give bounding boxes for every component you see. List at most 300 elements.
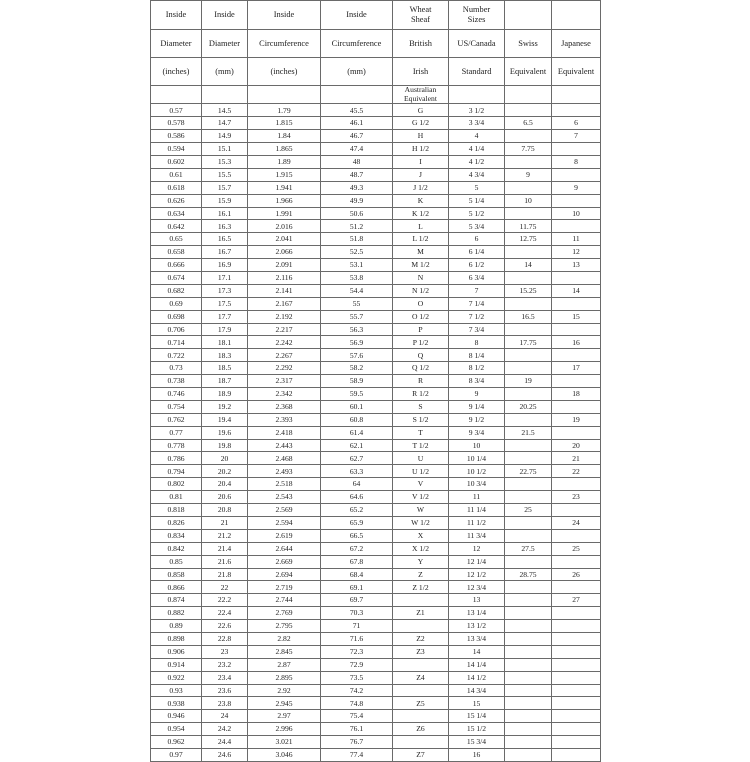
cell-inside-circumference-mm: 74.8	[321, 697, 393, 710]
cell-inside-diameter-mm: 23.8	[202, 697, 248, 710]
cell-swiss-size: 16.5	[505, 310, 552, 323]
table-row	[151, 375, 601, 388]
header-cell-us-canada-size	[449, 86, 505, 104]
cell-inside-diameter-in: 0.882	[151, 607, 202, 620]
header-label: (inches)	[270, 66, 298, 76]
cell-inside-circumference-mm: 48	[321, 156, 393, 169]
cell-swiss-size: 21.5	[505, 426, 552, 439]
cell-british-size	[393, 594, 449, 607]
cell-us-canada-size: 8 1/4	[449, 349, 505, 362]
cell-inside-circumference-in: 2.619	[248, 529, 321, 542]
cell-inside-circumference-in: 1.865	[248, 143, 321, 156]
cell-inside-diameter-mm: 16.5	[202, 233, 248, 246]
cell-inside-diameter-in: 0.786	[151, 452, 202, 465]
cell-inside-diameter-mm: 15.7	[202, 181, 248, 194]
cell-us-canada-size: 6 3/4	[449, 272, 505, 285]
cell-us-canada-size: 8 1/2	[449, 362, 505, 375]
cell-inside-diameter-mm: 14.9	[202, 130, 248, 143]
table-row	[151, 632, 601, 645]
cell-inside-circumference-in: 2.066	[248, 246, 321, 259]
cell-inside-circumference-in: 1.915	[248, 168, 321, 181]
cell-inside-circumference-mm: 46.7	[321, 130, 393, 143]
cell-japanese-size	[552, 748, 601, 761]
cell-inside-circumference-in: 2.769	[248, 607, 321, 620]
cell-swiss-size: 10	[505, 194, 552, 207]
header-cell-british-size	[393, 30, 449, 58]
table-row	[151, 568, 601, 581]
cell-inside-circumference-mm: 62.1	[321, 439, 393, 452]
cell-inside-circumference-mm: 70.3	[321, 607, 393, 620]
cell-japanese-size	[552, 104, 601, 117]
cell-inside-circumference-in: 2.594	[248, 516, 321, 529]
cell-inside-diameter-in: 0.922	[151, 671, 202, 684]
cell-inside-diameter-in: 0.826	[151, 516, 202, 529]
cell-us-canada-size: 7	[449, 284, 505, 297]
cell-british-size: P 1/2	[393, 336, 449, 349]
cell-inside-circumference-mm: 74.2	[321, 684, 393, 697]
cell-inside-diameter-in: 0.874	[151, 594, 202, 607]
header-label: British	[409, 38, 432, 48]
cell-inside-diameter-in: 0.658	[151, 246, 202, 259]
cell-swiss-size	[505, 104, 552, 117]
cell-swiss-size	[505, 748, 552, 761]
cell-us-canada-size: 9 3/4	[449, 426, 505, 439]
cell-inside-circumference-in: 2.795	[248, 620, 321, 633]
cell-swiss-size	[505, 439, 552, 452]
header-cell-us-canada-size	[449, 58, 505, 86]
table-row	[151, 452, 601, 465]
cell-japanese-size: 19	[552, 413, 601, 426]
cell-british-size: Y	[393, 555, 449, 568]
cell-inside-circumference-mm: 53.8	[321, 272, 393, 285]
cell-inside-diameter-in: 0.77	[151, 426, 202, 439]
cell-inside-circumference-mm: 55	[321, 297, 393, 310]
header-cell-inside-diameter-in	[151, 1, 202, 30]
cell-inside-diameter-in: 0.69	[151, 297, 202, 310]
header-cell-inside-circumference-mm	[321, 1, 393, 30]
header-label: Irish	[412, 66, 429, 76]
cell-swiss-size	[505, 723, 552, 736]
table-row	[151, 168, 601, 181]
cell-inside-diameter-in: 0.93	[151, 684, 202, 697]
cell-us-canada-size: 15 1/2	[449, 723, 505, 736]
cell-inside-diameter-in: 0.818	[151, 504, 202, 517]
cell-swiss-size	[505, 658, 552, 671]
header-cell-inside-diameter-mm	[202, 1, 248, 30]
cell-inside-diameter-in: 0.898	[151, 632, 202, 645]
cell-inside-circumference-mm: 55.7	[321, 310, 393, 323]
cell-inside-circumference-in: 2.945	[248, 697, 321, 710]
table-row	[151, 684, 601, 697]
cell-inside-diameter-in: 0.738	[151, 375, 202, 388]
cell-inside-circumference-in: 2.996	[248, 723, 321, 736]
cell-british-size: P	[393, 323, 449, 336]
cell-inside-circumference-in: 2.317	[248, 375, 321, 388]
cell-us-canada-size: 15 3/4	[449, 736, 505, 749]
cell-us-canada-size: 13 1/2	[449, 620, 505, 633]
header-label: Australian Equivalent	[404, 85, 437, 103]
cell-inside-diameter-mm: 20.8	[202, 504, 248, 517]
table-header	[151, 1, 601, 104]
cell-swiss-size	[505, 452, 552, 465]
cell-inside-circumference-in: 2.418	[248, 426, 321, 439]
cell-swiss-size: 19	[505, 375, 552, 388]
table-row	[151, 465, 601, 478]
cell-japanese-size	[552, 272, 601, 285]
cell-inside-diameter-in: 0.594	[151, 143, 202, 156]
cell-us-canada-size: 14	[449, 645, 505, 658]
cell-us-canada-size: 12 3/4	[449, 581, 505, 594]
header-label: Inside	[165, 10, 187, 20]
cell-japanese-size	[552, 529, 601, 542]
header-label: (mm)	[215, 66, 234, 76]
cell-british-size: U 1/2	[393, 465, 449, 478]
cell-inside-diameter-in: 0.714	[151, 336, 202, 349]
table-row	[151, 491, 601, 504]
cell-inside-circumference-in: 2.92	[248, 684, 321, 697]
table-row	[151, 130, 601, 143]
cell-us-canada-size: 9 1/4	[449, 400, 505, 413]
cell-inside-diameter-mm: 16.1	[202, 207, 248, 220]
cell-japanese-size: 15	[552, 310, 601, 323]
cell-inside-diameter-mm: 18.9	[202, 388, 248, 401]
cell-inside-diameter-in: 0.674	[151, 272, 202, 285]
cell-swiss-size: 20.25	[505, 400, 552, 413]
cell-us-canada-size: 4 1/4	[449, 143, 505, 156]
cell-japanese-size	[552, 581, 601, 594]
cell-british-size: R	[393, 375, 449, 388]
cell-us-canada-size: 5 1/4	[449, 194, 505, 207]
ring-size-table	[150, 0, 601, 762]
cell-us-canada-size: 13	[449, 594, 505, 607]
cell-inside-circumference-in: 1.84	[248, 130, 321, 143]
cell-inside-circumference-mm: 61.4	[321, 426, 393, 439]
table-row	[151, 259, 601, 272]
table-row	[151, 220, 601, 233]
cell-swiss-size	[505, 594, 552, 607]
cell-swiss-size	[505, 581, 552, 594]
cell-inside-diameter-in: 0.666	[151, 259, 202, 272]
header-cell-japanese-size	[552, 58, 601, 86]
cell-swiss-size	[505, 388, 552, 401]
cell-inside-diameter-in: 0.602	[151, 156, 202, 169]
cell-inside-circumference-mm: 45.5	[321, 104, 393, 117]
cell-inside-diameter-mm: 24.4	[202, 736, 248, 749]
cell-inside-circumference-mm: 62.7	[321, 452, 393, 465]
cell-us-canada-size: 6	[449, 233, 505, 246]
cell-british-size: T 1/2	[393, 439, 449, 452]
cell-swiss-size: 25	[505, 504, 552, 517]
cell-inside-circumference-in: 2.091	[248, 259, 321, 272]
cell-inside-diameter-mm: 15.1	[202, 143, 248, 156]
cell-us-canada-size: 15	[449, 697, 505, 710]
header-label: Diameter	[160, 38, 192, 48]
table-row	[151, 581, 601, 594]
cell-japanese-size	[552, 736, 601, 749]
cell-swiss-size: 12.75	[505, 233, 552, 246]
cell-inside-circumference-mm: 65.9	[321, 516, 393, 529]
cell-japanese-size	[552, 658, 601, 671]
header-cell-inside-diameter-mm	[202, 86, 248, 104]
cell-swiss-size: 14	[505, 259, 552, 272]
cell-inside-diameter-in: 0.65	[151, 233, 202, 246]
cell-inside-diameter-in: 0.634	[151, 207, 202, 220]
cell-inside-circumference-mm: 77.4	[321, 748, 393, 761]
cell-japanese-size: 22	[552, 465, 601, 478]
cell-british-size: H	[393, 130, 449, 143]
cell-inside-diameter-mm: 16.7	[202, 246, 248, 259]
cell-swiss-size	[505, 272, 552, 285]
cell-japanese-size: 10	[552, 207, 601, 220]
cell-british-size: Q 1/2	[393, 362, 449, 375]
cell-inside-circumference-in: 2.694	[248, 568, 321, 581]
cell-swiss-size	[505, 478, 552, 491]
table-row	[151, 349, 601, 362]
cell-swiss-size: 28.75	[505, 568, 552, 581]
cell-inside-circumference-mm: 76.1	[321, 723, 393, 736]
header-cell-swiss-size	[505, 86, 552, 104]
cell-us-canada-size: 16	[449, 748, 505, 761]
cell-inside-diameter-mm: 21.4	[202, 542, 248, 555]
cell-british-size: S	[393, 400, 449, 413]
cell-us-canada-size: 8	[449, 336, 505, 349]
table-row	[151, 542, 601, 555]
cell-inside-circumference-in: 2.845	[248, 645, 321, 658]
cell-us-canada-size: 13 3/4	[449, 632, 505, 645]
cell-japanese-size	[552, 323, 601, 336]
cell-us-canada-size: 7 3/4	[449, 323, 505, 336]
cell-british-size	[393, 710, 449, 723]
header-cell-british-size	[393, 58, 449, 86]
table-row	[151, 504, 601, 517]
cell-inside-diameter-mm: 16.3	[202, 220, 248, 233]
header-label: Swiss	[518, 38, 538, 48]
cell-us-canada-size: 9	[449, 388, 505, 401]
cell-inside-circumference-in: 2.041	[248, 233, 321, 246]
cell-us-canada-size: 14 3/4	[449, 684, 505, 697]
cell-inside-diameter-in: 0.81	[151, 491, 202, 504]
cell-swiss-size	[505, 620, 552, 633]
cell-british-size	[393, 736, 449, 749]
cell-british-size: Z3	[393, 645, 449, 658]
cell-swiss-size: 7.75	[505, 143, 552, 156]
table-row	[151, 323, 601, 336]
cell-us-canada-size: 14 1/4	[449, 658, 505, 671]
table-row	[151, 400, 601, 413]
table-row	[151, 671, 601, 684]
cell-swiss-size	[505, 684, 552, 697]
cell-inside-diameter-mm: 23	[202, 645, 248, 658]
cell-inside-circumference-mm: 56.9	[321, 336, 393, 349]
cell-british-size: J	[393, 168, 449, 181]
cell-japanese-size: 18	[552, 388, 601, 401]
cell-swiss-size	[505, 323, 552, 336]
cell-british-size: X	[393, 529, 449, 542]
cell-japanese-size: 9	[552, 181, 601, 194]
cell-us-canada-size: 13 1/4	[449, 607, 505, 620]
cell-inside-diameter-mm: 24.2	[202, 723, 248, 736]
cell-japanese-size	[552, 194, 601, 207]
table-row	[151, 529, 601, 542]
cell-inside-circumference-in: 2.443	[248, 439, 321, 452]
cell-inside-circumference-mm: 65.2	[321, 504, 393, 517]
table-row	[151, 284, 601, 297]
cell-japanese-size	[552, 710, 601, 723]
cell-inside-circumference-mm: 49.9	[321, 194, 393, 207]
cell-inside-circumference-mm: 72.9	[321, 658, 393, 671]
cell-inside-circumference-mm: 64.6	[321, 491, 393, 504]
cell-inside-circumference-in: 2.242	[248, 336, 321, 349]
cell-us-canada-size: 11	[449, 491, 505, 504]
cell-inside-diameter-in: 0.706	[151, 323, 202, 336]
cell-japanese-size: 17	[552, 362, 601, 375]
cell-inside-circumference-mm: 52.5	[321, 246, 393, 259]
cell-british-size: N	[393, 272, 449, 285]
table-row	[151, 516, 601, 529]
cell-us-canada-size: 10 1/4	[449, 452, 505, 465]
cell-inside-diameter-mm: 21	[202, 516, 248, 529]
cell-japanese-size	[552, 620, 601, 633]
cell-us-canada-size: 4 1/2	[449, 156, 505, 169]
cell-inside-diameter-mm: 24	[202, 710, 248, 723]
cell-inside-circumference-in: 1.966	[248, 194, 321, 207]
cell-japanese-size	[552, 645, 601, 658]
cell-japanese-size: 23	[552, 491, 601, 504]
header-cell-british-size	[393, 1, 449, 30]
cell-swiss-size	[505, 555, 552, 568]
cell-swiss-size	[505, 607, 552, 620]
cell-japanese-size	[552, 143, 601, 156]
cell-japanese-size	[552, 375, 601, 388]
table-row	[151, 233, 601, 246]
header-label: Inside	[214, 10, 235, 20]
cell-inside-diameter-in: 0.906	[151, 645, 202, 658]
table-row	[151, 143, 601, 156]
cell-inside-circumference-in: 2.82	[248, 632, 321, 645]
cell-japanese-size: 24	[552, 516, 601, 529]
table-row	[151, 117, 601, 130]
cell-japanese-size: 13	[552, 259, 601, 272]
cell-us-canada-size: 7 1/4	[449, 297, 505, 310]
cell-inside-circumference-mm: 69.1	[321, 581, 393, 594]
header-cell-inside-circumference-in	[248, 1, 321, 30]
cell-inside-circumference-in: 2.192	[248, 310, 321, 323]
cell-british-size: K 1/2	[393, 207, 449, 220]
header-label: Equivalent	[509, 66, 547, 76]
cell-japanese-size	[552, 478, 601, 491]
header-cell-japanese-size	[552, 86, 601, 104]
cell-inside-diameter-mm: 16.9	[202, 259, 248, 272]
cell-inside-circumference-mm: 60.1	[321, 400, 393, 413]
cell-british-size: G	[393, 104, 449, 117]
cell-inside-diameter-in: 0.802	[151, 478, 202, 491]
header-cell-japanese-size	[552, 30, 601, 58]
cell-inside-diameter-mm: 17.9	[202, 323, 248, 336]
cell-inside-circumference-mm: 51.8	[321, 233, 393, 246]
cell-inside-diameter-in: 0.842	[151, 542, 202, 555]
cell-inside-diameter-in: 0.682	[151, 284, 202, 297]
cell-swiss-size	[505, 632, 552, 645]
cell-inside-diameter-mm: 15.5	[202, 168, 248, 181]
cell-british-size: M 1/2	[393, 259, 449, 272]
cell-swiss-size: 9	[505, 168, 552, 181]
cell-british-size: G 1/2	[393, 117, 449, 130]
cell-inside-circumference-mm: 71.6	[321, 632, 393, 645]
header-cell-inside-diameter-in	[151, 30, 202, 58]
header-label: Equivalent	[557, 66, 595, 76]
cell-inside-diameter-mm: 21.2	[202, 529, 248, 542]
cell-swiss-size	[505, 645, 552, 658]
table-row	[151, 104, 601, 117]
cell-inside-diameter-in: 0.586	[151, 130, 202, 143]
table-row	[151, 478, 601, 491]
cell-british-size: W 1/2	[393, 516, 449, 529]
cell-inside-circumference-mm: 60.8	[321, 413, 393, 426]
cell-us-canada-size: 12	[449, 542, 505, 555]
cell-japanese-size: 7	[552, 130, 601, 143]
cell-british-size: Q	[393, 349, 449, 362]
cell-us-canada-size: 12 1/2	[449, 568, 505, 581]
cell-inside-diameter-in: 0.914	[151, 658, 202, 671]
cell-inside-circumference-in: 2.719	[248, 581, 321, 594]
cell-swiss-size	[505, 362, 552, 375]
cell-us-canada-size: 5 3/4	[449, 220, 505, 233]
cell-us-canada-size: 6 1/2	[449, 259, 505, 272]
cell-inside-circumference-in: 2.493	[248, 465, 321, 478]
cell-british-size: X 1/2	[393, 542, 449, 555]
cell-inside-diameter-in: 0.73	[151, 362, 202, 375]
cell-us-canada-size: 3 1/2	[449, 104, 505, 117]
cell-inside-diameter-mm: 15.3	[202, 156, 248, 169]
cell-us-canada-size: 9 1/2	[449, 413, 505, 426]
cell-british-size: Z7	[393, 748, 449, 761]
cell-japanese-size: 14	[552, 284, 601, 297]
cell-inside-diameter-in: 0.85	[151, 555, 202, 568]
cell-inside-diameter-mm: 20	[202, 452, 248, 465]
cell-inside-diameter-in: 0.618	[151, 181, 202, 194]
cell-inside-circumference-in: 1.815	[248, 117, 321, 130]
cell-japanese-size: 11	[552, 233, 601, 246]
cell-inside-diameter-mm: 19.4	[202, 413, 248, 426]
cell-inside-circumference-in: 3.021	[248, 736, 321, 749]
header-cell-inside-circumference-mm	[321, 30, 393, 58]
cell-inside-circumference-mm: 58.9	[321, 375, 393, 388]
cell-inside-diameter-mm: 17.7	[202, 310, 248, 323]
header-cell-inside-diameter-in	[151, 58, 202, 86]
cell-inside-circumference-mm: 50.6	[321, 207, 393, 220]
table-row	[151, 658, 601, 671]
cell-inside-circumference-in: 2.518	[248, 478, 321, 491]
table-row	[151, 413, 601, 426]
table-row	[151, 697, 601, 710]
header-cell-japanese-size	[552, 1, 601, 30]
cell-british-size: S 1/2	[393, 413, 449, 426]
cell-inside-circumference-in: 2.87	[248, 658, 321, 671]
cell-japanese-size: 12	[552, 246, 601, 259]
cell-us-canada-size: 4	[449, 130, 505, 143]
header-label: Standard	[461, 66, 492, 76]
cell-japanese-size	[552, 168, 601, 181]
cell-inside-diameter-mm: 22	[202, 581, 248, 594]
cell-inside-circumference-in: 2.267	[248, 349, 321, 362]
cell-inside-circumference-in: 2.167	[248, 297, 321, 310]
cell-us-canada-size: 6 1/4	[449, 246, 505, 259]
header-cell-inside-circumference-in	[248, 30, 321, 58]
cell-british-size: R 1/2	[393, 388, 449, 401]
cell-inside-circumference-in: 1.941	[248, 181, 321, 194]
cell-inside-circumference-mm: 57.6	[321, 349, 393, 362]
cell-us-canada-size: 4 3/4	[449, 168, 505, 181]
